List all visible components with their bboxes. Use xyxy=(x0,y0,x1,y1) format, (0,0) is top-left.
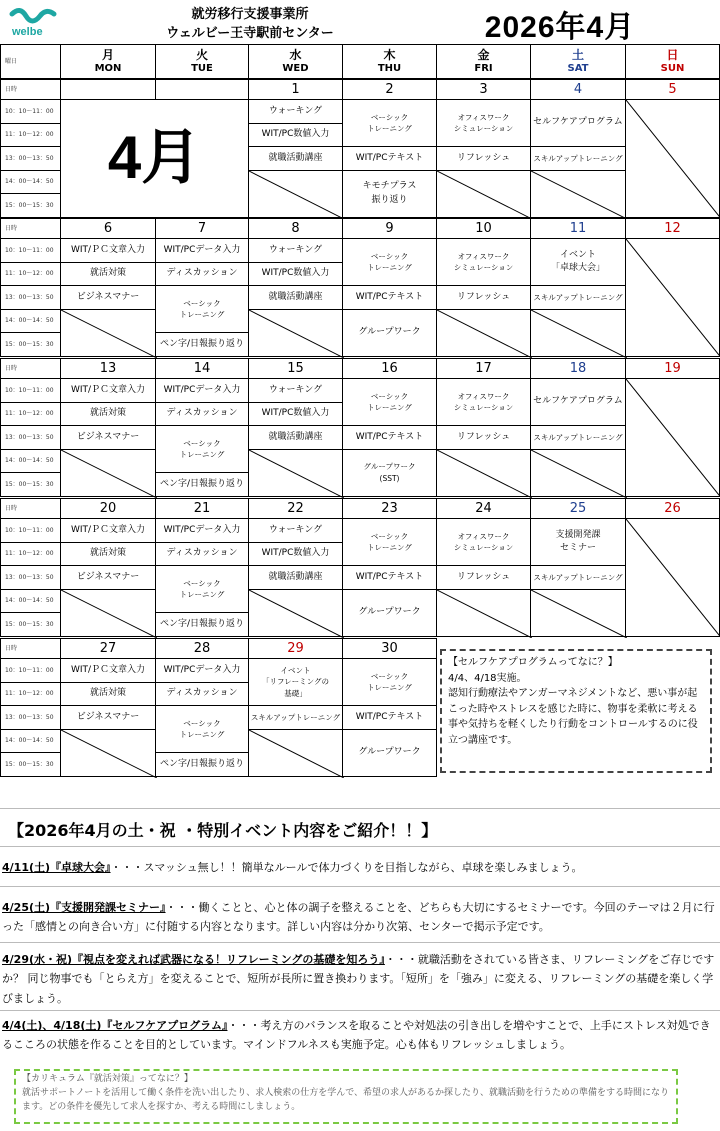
date-cell: 19 xyxy=(625,358,720,379)
date-cell: 24 xyxy=(436,498,531,519)
schedule-cell: WIT/PC数値入力 xyxy=(248,262,343,287)
date-cell: 14 xyxy=(155,358,249,379)
date-cell: 22 xyxy=(248,498,343,519)
schedule-cell: 就活対策 xyxy=(60,402,156,427)
schedule-cell: WIT/PC数値入力 xyxy=(248,402,343,427)
corner-label: 曜日 xyxy=(0,44,61,79)
empty-slot xyxy=(248,309,343,357)
event-head: 4/4(土)、4/18(土)『セルフケアプログラム』 xyxy=(2,1019,228,1032)
time-label: 13：00～13：50 xyxy=(0,146,61,171)
time-label: 11：10～12：00 xyxy=(0,402,61,427)
diagonal-line xyxy=(437,590,532,638)
divider xyxy=(0,808,720,809)
schedule-cell: WIT/ＰＣ文章入力 xyxy=(60,378,156,403)
empty-slot xyxy=(530,170,626,218)
schedule-cell: WIT/PC数値入力 xyxy=(248,542,343,567)
date-cell: 9 xyxy=(342,218,437,239)
schedule-cell: 就職活動講座 xyxy=(248,146,343,171)
schedule-cell: ビジネスマナー xyxy=(60,705,156,730)
empty-slot xyxy=(436,309,531,357)
date-cell: 1 xyxy=(248,79,343,100)
schedule-cell: ペン字/日報振り返り xyxy=(155,332,249,357)
event-item xyxy=(2,950,716,1008)
date-cell xyxy=(60,79,156,100)
schedule-cell: ビジネスマナー xyxy=(60,425,156,450)
time-label: 11：10～12：00 xyxy=(0,542,61,567)
schedule-cell: WIT/PCテキスト xyxy=(342,285,437,310)
empty-slot xyxy=(436,449,531,497)
diagonal-line xyxy=(61,450,157,498)
schedule-cell: WIT/PC数値入力 xyxy=(248,123,343,148)
schedule-cell: オフィスワーク シミュレーション xyxy=(436,518,531,566)
date-cell xyxy=(155,79,249,100)
time-label: 15：00～15：30 xyxy=(0,332,61,357)
date-cell: 17 xyxy=(436,358,531,379)
weekday-en: SUN xyxy=(660,62,685,74)
schedule-cell: ビジネスマナー xyxy=(60,285,156,310)
time-label: 14：00～14：50 xyxy=(0,589,61,614)
schedule-cell: リフレッシュ xyxy=(436,425,531,450)
time-label: 10：10～11：00 xyxy=(0,238,61,263)
schedule-cell: スキルアップトレーニング xyxy=(530,285,626,310)
weekday-jp: 水 xyxy=(289,48,302,63)
weekday-jp: 土 xyxy=(571,48,584,63)
date-cell: 27 xyxy=(60,638,156,659)
schedule-cell: リフレッシュ xyxy=(436,285,531,310)
schedule-cell: ベーシック トレーニング xyxy=(342,99,437,147)
date-cell: 8 xyxy=(248,218,343,239)
schedule-cell: ベーシック トレーニング xyxy=(342,518,437,566)
empty-slot xyxy=(60,589,156,637)
time-label: 13：00～13：50 xyxy=(0,565,61,590)
schedule-cell: ディスカッション xyxy=(155,682,249,707)
schedule-cell: スキルアップトレーニング xyxy=(248,705,343,730)
weekday-jp: 木 xyxy=(383,48,396,63)
event-head: 4/25(土)『支援開発課セミナー』 xyxy=(2,901,166,914)
event-body: ・・・就職活動をされている皆さま、リフレーミングをご存じですか？ 同じ物事でも「とらえ方」を変えることで、短所が長所に置き換わります。「短所」を「強み」に変える、リフレーミングの基礎を楽しく学びましょう。 xyxy=(2,953,715,1005)
divider xyxy=(0,1010,720,1011)
curriculum-note xyxy=(14,1069,678,1124)
schedule-cell: WIT/PCテキスト xyxy=(342,565,437,590)
diagonal-line xyxy=(626,519,720,638)
schedule-cell: WIT/PCデータ入力 xyxy=(155,378,249,403)
time-label: 14：00～14：50 xyxy=(0,449,61,474)
time-label: 13：00～13：50 xyxy=(0,705,61,730)
divider xyxy=(0,886,720,887)
empty-slot xyxy=(248,449,343,497)
time-label: 日時 xyxy=(0,358,61,379)
time-label: 日時 xyxy=(0,638,61,659)
weekday-header xyxy=(248,44,343,79)
schedule-cell: グループワーク (SST) xyxy=(342,449,437,497)
empty-slot xyxy=(530,589,626,637)
time-label: 14：00～14：50 xyxy=(0,309,61,334)
empty-slot xyxy=(625,518,720,637)
schedule-cell: イベント 「リフレーミングの 基礎」 xyxy=(248,658,343,706)
empty-slot xyxy=(248,589,343,637)
time-label: 15：00～15：30 xyxy=(0,472,61,497)
time-label: 15：00～15：30 xyxy=(0,612,61,637)
diagonal-line xyxy=(249,590,344,638)
time-label: 14：00～14：50 xyxy=(0,729,61,754)
time-label: 11：10～12：00 xyxy=(0,123,61,148)
events-title: 【2026年4月の土・祝 ・特別イベント内容をご紹介！！】 xyxy=(8,821,438,840)
time-label: 日時 xyxy=(0,79,61,100)
schedule-cell: ベーシック トレーニング xyxy=(342,658,437,706)
date-cell: 28 xyxy=(155,638,249,659)
date-cell: 25 xyxy=(530,498,626,519)
event-head: 4/29(水・祝)『視点を変えれば武器になる！リフレーミングの基礎を知ろう』 xyxy=(2,953,385,966)
schedule-cell: グループワーク xyxy=(342,309,437,357)
diagonal-line xyxy=(249,730,344,778)
date-cell: 3 xyxy=(436,79,531,100)
empty-slot xyxy=(248,729,343,777)
empty-slot xyxy=(248,170,343,218)
schedule-cell: WIT/PCテキスト xyxy=(342,146,437,171)
schedule-cell: キモチプラス 振り返り xyxy=(342,170,437,218)
month-title: 2026年4月 xyxy=(484,11,636,44)
weekday-en: MON xyxy=(94,62,122,74)
schedule-cell: WIT/ＰＣ文章入力 xyxy=(60,238,156,263)
note-body: 認知行動療法やアンガーマネジメントなど、悪い事が起こった時やストレスを感じた時に、物事を柔軟に考える事や気持ちを軽くしたり行動をコントロールするのに役立つ講座です。 xyxy=(448,688,698,746)
schedule-cell: セルフケアプログラム xyxy=(530,99,626,147)
empty-slot xyxy=(625,99,720,218)
date-cell: 20 xyxy=(60,498,156,519)
empty-slot xyxy=(530,449,626,497)
curriculum-body: 就活サポートノートを活用して働く条件を洗い出したり、求人検索の仕方を学んで、希望の求人があるか探したり、就職活動を行うための準備をする時間になります。どの条件を優先して求人を探すか、考える時間にしましょう。 xyxy=(22,1087,670,1112)
empty-slot xyxy=(436,170,531,218)
schedule-cell: 就活対策 xyxy=(60,262,156,287)
weekday-jp: 日 xyxy=(666,48,679,63)
schedule-cell: ベーシック トレーニング xyxy=(155,425,249,473)
weekday-jp: 金 xyxy=(477,48,490,63)
time-label: 13：00～13：50 xyxy=(0,285,61,310)
selfcare-note xyxy=(440,649,712,773)
event-body: ・・・考え方のバランスを取ることや対処法の引き出しを増やすことで、上手にストレス対処できるこころの状態を作ることを目的としています。マインドフルネスも実施予定。心も体もリフレッシュしましょう。 xyxy=(2,1019,711,1052)
date-cell: 11 xyxy=(530,218,626,239)
note-line1: 4/4、4/18実施。 xyxy=(448,672,527,684)
weekday-en: SAT xyxy=(567,62,589,74)
schedule-cell: グループワーク xyxy=(342,589,437,637)
diagonal-line xyxy=(437,450,532,498)
time-label: 日時 xyxy=(0,218,61,239)
time-label: 15：00～15：30 xyxy=(0,193,61,218)
event-item xyxy=(2,1016,716,1055)
logo-text: welbe xyxy=(12,26,43,38)
schedule-cell: 就活対策 xyxy=(60,682,156,707)
schedule-cell: WIT/PCデータ入力 xyxy=(155,658,249,683)
weekday-header xyxy=(436,44,531,79)
diagonal-line xyxy=(626,100,720,219)
time-label: 15：00～15：30 xyxy=(0,752,61,777)
diagonal-line xyxy=(531,450,627,498)
date-cell: 13 xyxy=(60,358,156,379)
event-body: ・・・働くことと、心と体の調子を整えることを、どちらも大切にするセミナーです。今回のテーマは２月に行った「感情との向き合い方」に付随する内容となります。詳しい内容は分かり次第、センターで掲示予定です。 xyxy=(2,901,715,934)
divider xyxy=(0,846,720,847)
office-type: 就労移行支援事業所 xyxy=(191,7,309,22)
time-label: 11：10～12：00 xyxy=(0,682,61,707)
weekday-header xyxy=(625,44,720,79)
date-cell: 2 xyxy=(342,79,437,100)
schedule-cell: リフレッシュ xyxy=(436,146,531,171)
empty-slot xyxy=(60,449,156,497)
schedule-cell: 就職活動講座 xyxy=(248,425,343,450)
date-cell: 5 xyxy=(625,79,720,100)
office-name: ウェルビー王寺駅前センター xyxy=(166,26,334,41)
schedule-cell: ディスカッション xyxy=(155,402,249,427)
time-label: 11：10～12：00 xyxy=(0,262,61,287)
diagonal-line xyxy=(61,310,157,358)
schedule-cell: ペン字/日報振り返り xyxy=(155,612,249,637)
diagonal-line xyxy=(249,450,344,498)
schedule-cell: ディスカッション xyxy=(155,262,249,287)
diagonal-line xyxy=(626,239,720,358)
weekday-header xyxy=(342,44,437,79)
schedule-cell: イベント 「卓球大会」 xyxy=(530,238,626,286)
diagonal-line xyxy=(249,171,344,219)
weekday-jp: 月 xyxy=(101,48,114,63)
time-label: 10：10～11：00 xyxy=(0,378,61,403)
date-cell: 23 xyxy=(342,498,437,519)
diagonal-line xyxy=(437,310,532,358)
time-label: 日時 xyxy=(0,498,61,519)
schedule-cell: ベーシック トレーニング xyxy=(155,705,249,753)
date-cell: 7 xyxy=(155,218,249,239)
page-header xyxy=(0,0,720,44)
schedule-cell: オフィスワーク シミュレーション xyxy=(436,238,531,286)
schedule-cell: ビジネスマナー xyxy=(60,565,156,590)
event-item xyxy=(2,898,716,937)
schedule-cell: スキルアップトレーニング xyxy=(530,565,626,590)
empty-slot xyxy=(530,309,626,357)
big-month-label: 4月 xyxy=(60,99,249,218)
schedule-cell: 就活対策 xyxy=(60,542,156,567)
weekday-jp: 火 xyxy=(195,48,208,63)
weekday-header xyxy=(530,44,626,79)
schedule-cell: 就職活動講座 xyxy=(248,565,343,590)
date-cell: 21 xyxy=(155,498,249,519)
weekday-en: FRI xyxy=(474,62,493,74)
schedule-cell: リフレッシュ xyxy=(436,565,531,590)
date-cell: 12 xyxy=(625,218,720,239)
schedule-cell: スキルアップトレーニング xyxy=(530,425,626,450)
diagonal-line xyxy=(61,590,157,638)
schedule-cell: オフィスワーク シミュレーション xyxy=(436,378,531,426)
date-cell: 4 xyxy=(530,79,626,100)
schedule-cell: ベーシック トレーニング xyxy=(155,285,249,333)
schedule-cell: ペン字/日報振り返り xyxy=(155,472,249,497)
schedule-cell: セルフケアプログラム xyxy=(530,378,626,426)
date-cell: 18 xyxy=(530,358,626,379)
schedule-cell: WIT/ＰＣ文章入力 xyxy=(60,518,156,543)
schedule-cell: WIT/PCデータ入力 xyxy=(155,238,249,263)
schedule-cell: WIT/ＰＣ文章入力 xyxy=(60,658,156,683)
time-label: 10：10～11：00 xyxy=(0,99,61,124)
schedule-cell: 就職活動講座 xyxy=(248,285,343,310)
diagonal-line xyxy=(531,310,627,358)
schedule-cell: ウォーキング xyxy=(248,378,343,403)
diagonal-line xyxy=(249,310,344,358)
schedule-cell: ベーシック トレーニング xyxy=(342,378,437,426)
diagonal-line xyxy=(437,171,532,219)
event-item xyxy=(2,858,716,877)
date-cell: 10 xyxy=(436,218,531,239)
diagonal-line xyxy=(531,590,627,638)
weekday-en: WED xyxy=(282,62,309,74)
date-cell: 30 xyxy=(342,638,437,659)
empty-slot xyxy=(436,589,531,637)
schedule-cell: ベーシック トレーニング xyxy=(342,238,437,286)
empty-slot xyxy=(625,238,720,357)
schedule-cell: グループワーク xyxy=(342,729,437,777)
schedule-cell: ペン字/日報振り返り xyxy=(155,752,249,777)
time-label: 14：00～14：50 xyxy=(0,170,61,195)
time-label: 10：10～11：00 xyxy=(0,658,61,683)
schedule-cell: ベーシック トレーニング xyxy=(155,565,249,613)
schedule-cell: WIT/PCテキスト xyxy=(342,705,437,730)
event-head: 4/11(土)『卓球大会』 xyxy=(2,861,111,874)
diagonal-line xyxy=(626,379,720,498)
date-cell: 15 xyxy=(248,358,343,379)
note-title: 【セルフケアプログラムってなに？】 xyxy=(448,657,618,668)
curriculum-title: 【カリキュラム『就活対策』ってなに？】 xyxy=(22,1074,193,1084)
schedule-cell: ウォーキング xyxy=(248,238,343,263)
event-body: ・・・スマッシュ無し！！簡単なルールで体力づくりを目指しながら、卓球を楽しみましょう。 xyxy=(110,861,583,874)
schedule-cell: ウォーキング xyxy=(248,518,343,543)
schedule-cell: オフィスワーク シミュレーション xyxy=(436,99,531,147)
date-cell: 6 xyxy=(60,218,156,239)
empty-slot xyxy=(60,309,156,357)
diagonal-line xyxy=(61,730,157,778)
diagonal-line xyxy=(531,171,627,219)
time-label: 13：00～13：50 xyxy=(0,425,61,450)
empty-slot xyxy=(60,729,156,777)
date-cell: 29 xyxy=(248,638,343,659)
schedule-cell: 支援開発課 セミナー xyxy=(530,518,626,566)
weekday-en: TUE xyxy=(191,62,213,74)
weekday-header xyxy=(60,44,156,79)
time-label: 10：10～11：00 xyxy=(0,518,61,543)
schedule-cell: WIT/PCデータ入力 xyxy=(155,518,249,543)
divider xyxy=(0,942,720,943)
date-cell: 26 xyxy=(625,498,720,519)
weekday-en: THU xyxy=(377,62,402,74)
schedule-cell: ディスカッション xyxy=(155,542,249,567)
schedule-cell: ウォーキング xyxy=(248,99,343,124)
schedule-cell: スキルアップトレーニング xyxy=(530,146,626,171)
schedule-cell: WIT/PCテキスト xyxy=(342,425,437,450)
empty-slot xyxy=(625,378,720,497)
weekday-header xyxy=(155,44,249,79)
date-cell: 16 xyxy=(342,358,437,379)
